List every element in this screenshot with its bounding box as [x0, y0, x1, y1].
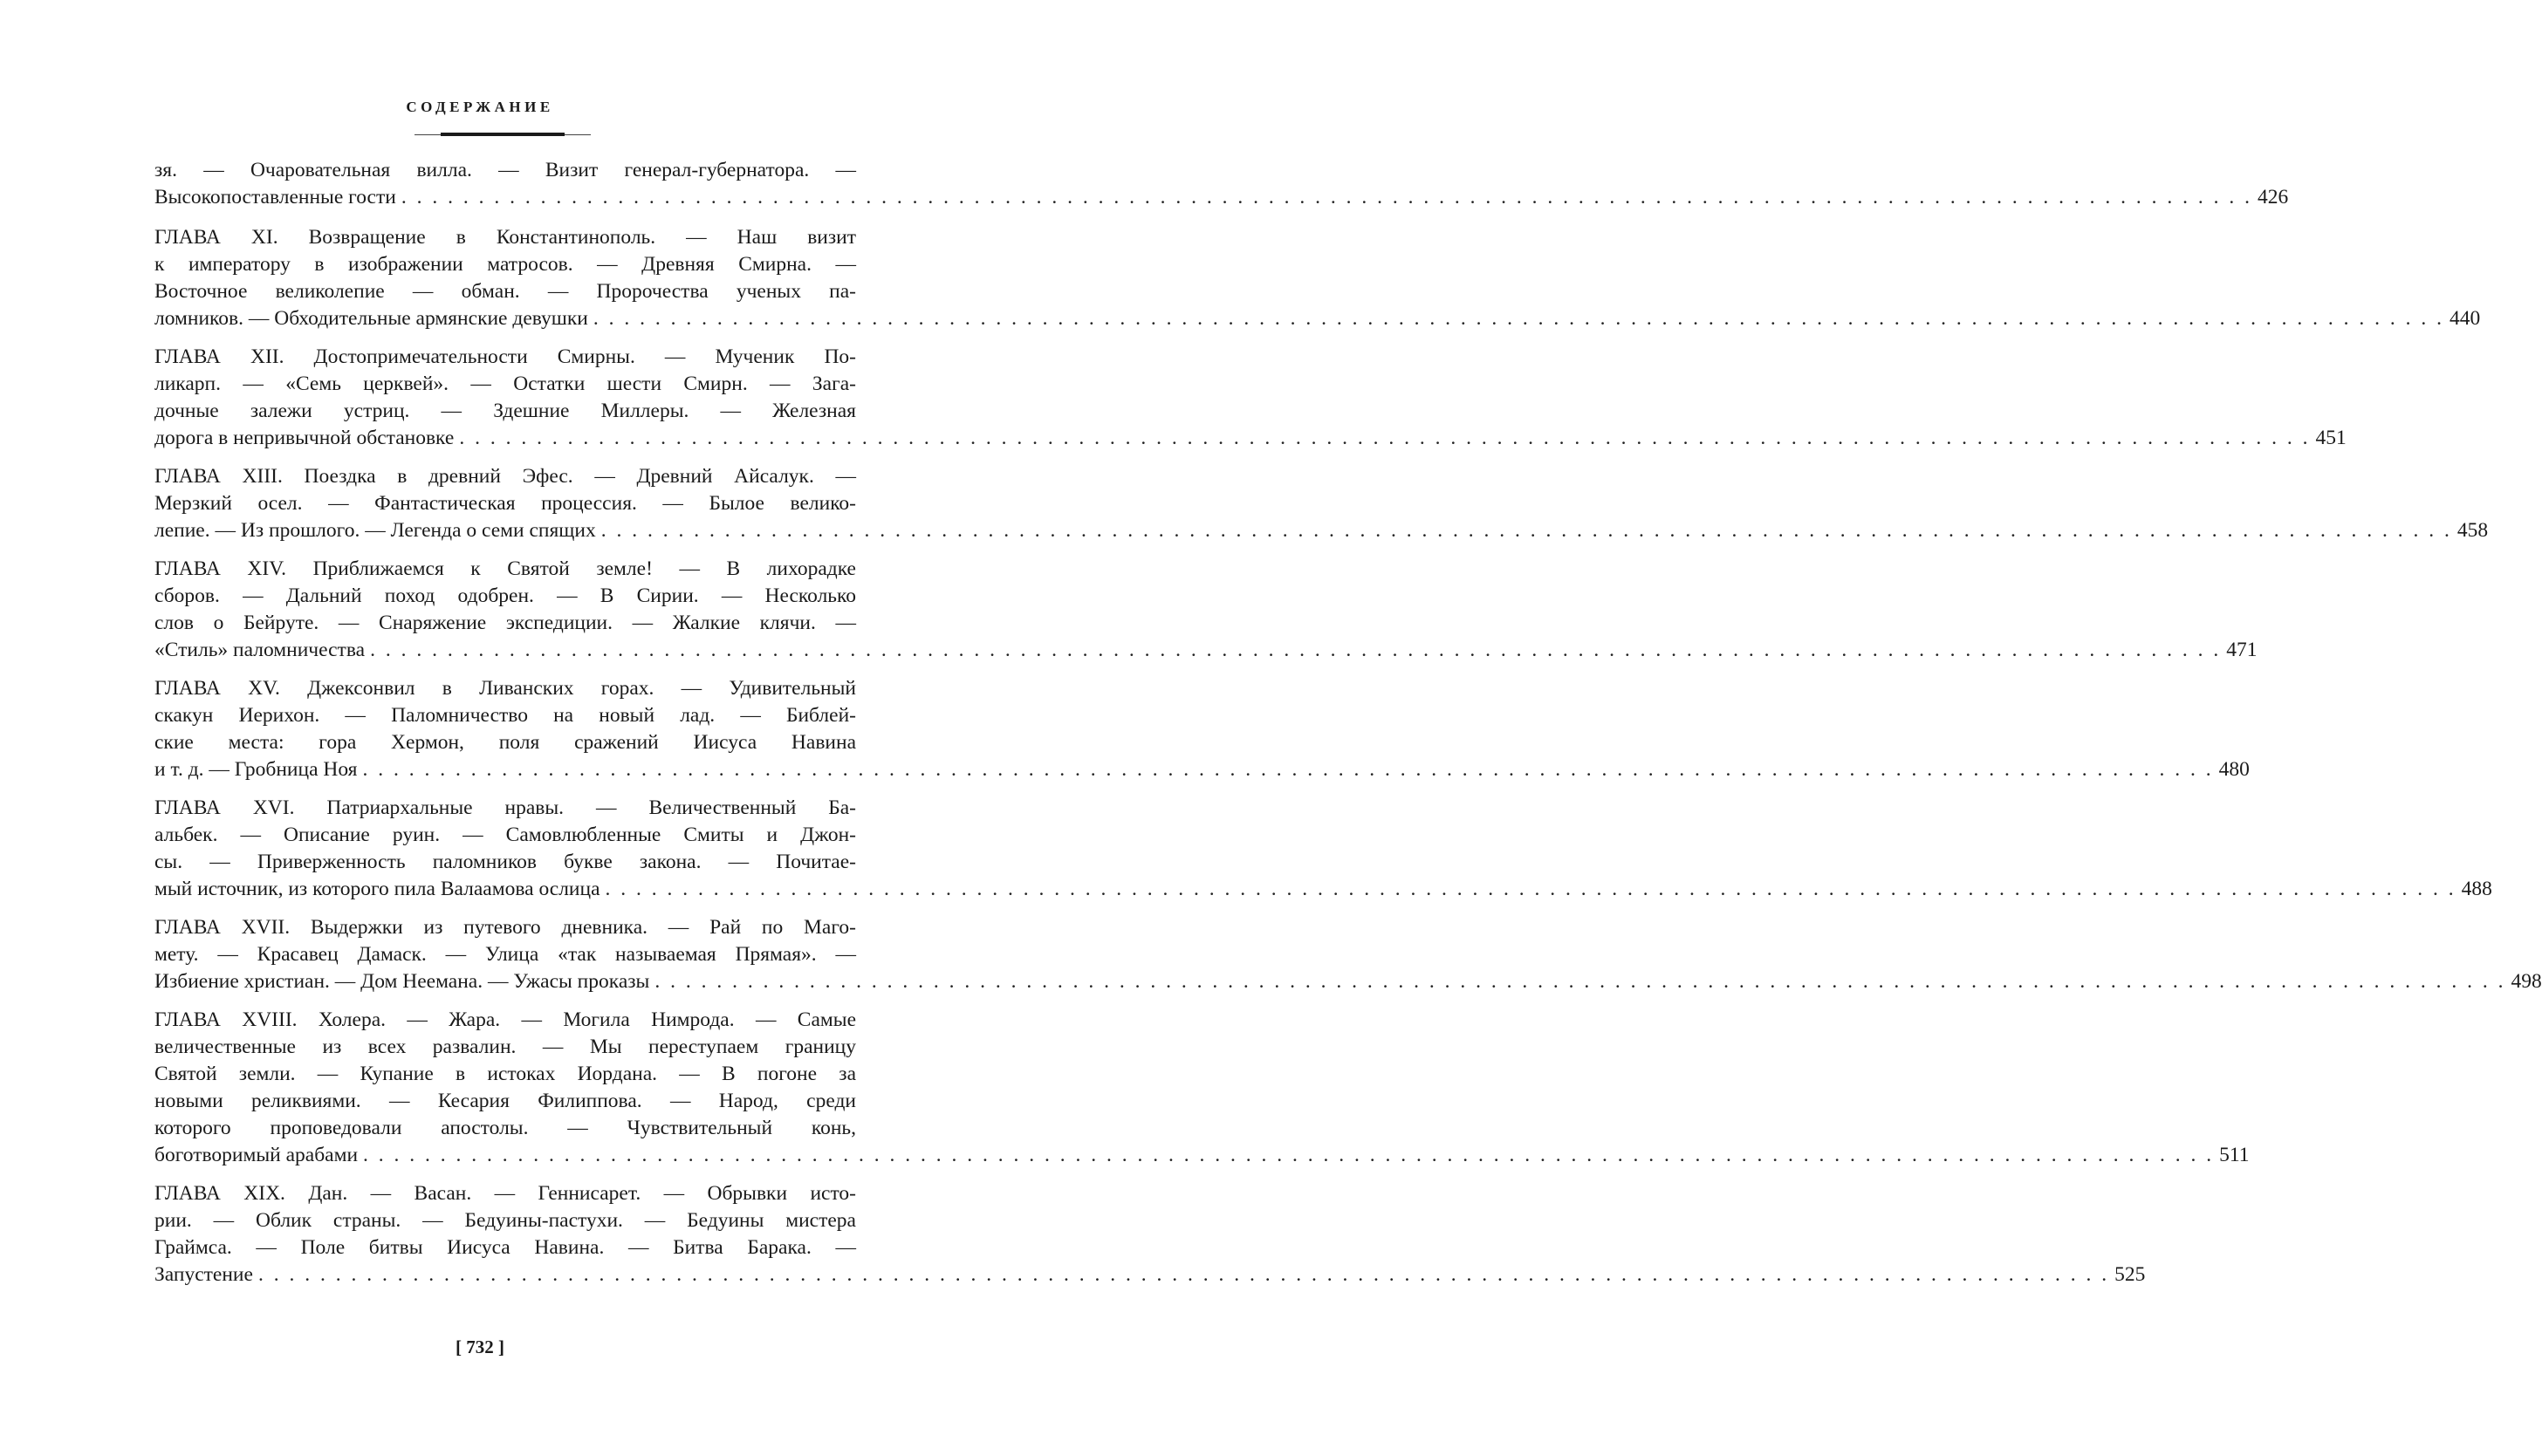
- toc-entry-line: величественные из всех развалин. — Мы переступаем границу: [154, 1036, 856, 1058]
- toc-entry-last-text: ломников. — Обходительные армянские девушки: [154, 307, 588, 330]
- toc-entry-line: Восточное великолепие — обман. — Пророчества ученых па-: [154, 280, 856, 303]
- toc-entry-last-line: [154, 305, 2481, 332]
- toc-page-number: 471: [2226, 639, 2258, 661]
- dot-leader: . . . . . . . . . . . . . . . . . . . . . . . . . . . . . . . . . . . . . . . . . . . . . . . . . . . . . . . . . . . . . . . . . . . . . . . . . . . . . . . . . . . . . . . . . . . . . . . . . . . . . . . . . . . . . . . . . . . . . . . .: [257, 1263, 2110, 1286]
- header-rule-bold: [441, 133, 565, 136]
- toc-entry-last-text: боготворимый арабами: [154, 1144, 359, 1166]
- page-number: [ 732 ]: [456, 1336, 504, 1357]
- toc-entry-line: ГЛАВА XVIII. Холера. — Жара. — Могила Нимрода. — Самые: [154, 1008, 856, 1031]
- toc-entry-line: ГЛАВА XI. Возвращение в Константинополь. — Наш визит: [154, 226, 856, 249]
- toc-entry: [154, 344, 2347, 452]
- toc-entry-line: Граймса. — Поле битвы Иисуса Навина. — Битва Барака. —: [154, 1236, 856, 1259]
- toc-entry-line: Мерзкий осел. — Фантастическая процессия. — Былое велико-: [154, 492, 856, 515]
- toc-entry-line: Святой земли. — Купание в истоках Иордана. — В погоне за: [154, 1063, 856, 1085]
- toc-entry-line: которого проповедовали апостолы. — Чувствительный конь,: [154, 1117, 856, 1139]
- toc-entry-last-line: [154, 1261, 2146, 1289]
- toc-page-number: 525: [2114, 1263, 2146, 1286]
- toc-entry-last-line: [154, 425, 2347, 452]
- toc-page-number: 451: [2315, 427, 2347, 449]
- table-of-contents: [154, 157, 2542, 1300]
- toc-entry-line: альбек. — Описание руин. — Самовлюбленные Смиты и Джон-: [154, 824, 856, 846]
- toc-page-number: 458: [2456, 519, 2489, 542]
- toc-page-number: 498: [2511, 970, 2542, 993]
- toc-entry-last-line: [154, 968, 2542, 995]
- dot-leader: . . . . . . . . . . . . . . . . . . . . . . . . . . . . . . . . . . . . . . . . . . . . . . . . . . . . . . . . . . . . . . . . . . . . . . . . . . . . . . . . . . . . . . . . . . . . . . . . . . . . . . . . . . . . . . . . . . . . . . . .: [605, 878, 2456, 900]
- toc-page-number: 440: [2450, 307, 2481, 330]
- toc-entry-last-text: «Стиль» паломничества: [154, 639, 366, 661]
- dot-leader: . . . . . . . . . . . . . . . . . . . . . . . . . . . . . . . . . . . . . . . . . . . . . . . . . . . . . . . . . . . . . . . . . . . . . . . . . . . . . . . . . . . . . . . . . . . . . . . . . . . . . . . . . . . . . . . . . . . . . . . .: [593, 307, 2445, 330]
- toc-entry-line: ГЛАВА XII. Достопримечательности Смирны. — Мученик По-: [154, 345, 856, 368]
- toc-entry-last-line: [154, 1142, 2250, 1169]
- toc-entry-line: ГЛАВА XVI. Патриархальные нравы. — Величественный Ба-: [154, 796, 856, 819]
- toc-page-number: 511: [2219, 1144, 2250, 1166]
- toc-entry: [154, 914, 2542, 995]
- toc-entry: [154, 157, 2289, 211]
- toc-entry-last-text: лепие. — Из прошлого. — Легенда о семи спящих: [154, 519, 596, 542]
- toc-entry-last-line: [154, 637, 2258, 664]
- dot-leader: . . . . . . . . . . . . . . . . . . . . . . . . . . . . . . . . . . . . . . . . . . . . . . . . . . . . . . . . . . . . . . . . . . . . . . . . . . . . . . . . . . . . . . . . . . . . . . . . . . . . . . . . . . . . . . . . . . . . . . . .: [363, 1144, 2215, 1166]
- toc-entry-line: ГЛАВА XV. Джексонвил в Ливанских горах. — Удивительный: [154, 677, 856, 700]
- toc-entry-line: дочные залежи устриц. — Здешние Миллеры. — Железная: [154, 400, 856, 422]
- dot-leader: . . . . . . . . . . . . . . . . . . . . . . . . . . . . . . . . . . . . . . . . . . . . . . . . . . . . . . . . . . . . . . . . . . . . . . . . . . . . . . . . . . . . . . . . . . . . . . . . . . . . . . . . . . . . . . . . . . . . . . . .: [459, 427, 2311, 449]
- toc-entry-line: рии. — Облик страны. — Бедуины-пастухи. — Бедуины мистера: [154, 1209, 856, 1232]
- toc-page-number: 480: [2218, 758, 2250, 781]
- toc-entry-line: мету. — Красавец Дамаск. — Улица «так называемая Прямая». —: [154, 943, 856, 966]
- toc-entry-last-text: Высокопоставленные гости: [154, 186, 396, 208]
- dot-leader: . . . . . . . . . . . . . . . . . . . . . . . . . . . . . . . . . . . . . . . . . . . . . . . . . . . . . . . . . . . . . . . . . . . . . . . . . . . . . . . . . . . . . . . . . . . . . . . . . . . . . . . . . . . . . . . . . . . . . . . .: [401, 186, 2252, 208]
- toc-entry: [154, 224, 2481, 332]
- toc-entry: [154, 675, 2250, 783]
- dot-leader: . . . . . . . . . . . . . . . . . . . . . . . . . . . . . . . . . . . . . . . . . . . . . . . . . . . . . . . . . . . . . . . . . . . . . . . . . . . . . . . . . . . . . . . . . . . . . . . . . . . . . . . . . . . . . . . . . . . . . . . .: [370, 639, 2222, 661]
- toc-page-number: 488: [2461, 878, 2492, 900]
- dot-leader: . . . . . . . . . . . . . . . . . . . . . . . . . . . . . . . . . . . . . . . . . . . . . . . . . . . . . . . . . . . . . . . . . . . . . . . . . . . . . . . . . . . . . . . . . . . . . . . . . . . . . . . . . . . . . . . . . . . . . . . .: [600, 519, 2452, 542]
- toc-entry-line: ГЛАВА XIX. Дан. — Васан. — Геннисарет. — Обрывки исто-: [154, 1182, 856, 1205]
- toc-entry-last-text: дорога в непривычной обстановке: [154, 427, 455, 449]
- toc-entry-line: зя. — Очаровательная вилла. — Визит генерал-губернатора. —: [154, 159, 856, 181]
- toc-entry-line: ликарп. — «Семь церквей». — Остатки шести Смирн. — Зага-: [154, 373, 856, 395]
- toc-entry-last-text: мый источник, из которого пила Валаамова ослица: [154, 878, 600, 900]
- toc-entry-line: ГЛАВА XVII. Выдержки из путевого дневника. — Рай по Маго-: [154, 916, 856, 939]
- dot-leader: . . . . . . . . . . . . . . . . . . . . . . . . . . . . . . . . . . . . . . . . . . . . . . . . . . . . . . . . . . . . . . . . . . . . . . . . . . . . . . . . . . . . . . . . . . . . . . . . . . . . . . . . . . . . . . . . . . . . . . . .: [654, 970, 2506, 993]
- toc-entry: [154, 556, 2258, 664]
- toc-entry-last-text: Запустение: [154, 1263, 253, 1286]
- toc-entry: [154, 795, 2492, 903]
- toc-entry-last-line: [154, 184, 2289, 211]
- toc-entry-line: слов о Бейруте. — Снаряжение экспедиции. — Жалкие клячи. —: [154, 612, 856, 634]
- toc-entry-last-text: и т. д. — Гробница Ноя: [154, 758, 358, 781]
- toc-entry-line: ГЛАВА XIII. Поездка в древний Эфес. — Древний Айсалук. —: [154, 465, 856, 488]
- toc-entry: [154, 1180, 2146, 1289]
- toc-page-number: 426: [2257, 186, 2289, 208]
- toc-entry-last-text: Избиение христиан. — Дом Неемана. — Ужасы проказы: [154, 970, 650, 993]
- running-head: СОДЕРЖАНИЕ: [406, 99, 554, 115]
- toc-entry-line: ГЛАВА XIV. Приближаемся к Святой земле! — В лихорадке: [154, 557, 856, 580]
- toc-entry: [154, 1007, 2250, 1169]
- toc-entry-line: сборов. — Дальний поход одобрен. — В Сирии. — Несколько: [154, 584, 856, 607]
- toc-entry-last-line: [154, 517, 2489, 544]
- toc-entry-line: ские места: гора Хермон, поля сражений Иисуса Навина: [154, 731, 856, 754]
- toc-entry: [154, 463, 2489, 544]
- toc-entry-line: скакун Иерихон. — Паломничество на новый лад. — Библей-: [154, 704, 856, 727]
- toc-entry-last-line: [154, 876, 2492, 903]
- toc-entry-line: к императору в изображении матросов. — Древняя Смирна. —: [154, 253, 856, 276]
- toc-entry-line: сы. — Приверженность паломников букве закона. — Почитае-: [154, 851, 856, 873]
- toc-entry-line: новыми реликвиями. — Кесария Филиппова. — Народ, среди: [154, 1090, 856, 1112]
- dot-leader: . . . . . . . . . . . . . . . . . . . . . . . . . . . . . . . . . . . . . . . . . . . . . . . . . . . . . . . . . . . . . . . . . . . . . . . . . . . . . . . . . . . . . . . . . . . . . . . . . . . . . . . . . . . . . . . . . . . . . . . .: [362, 758, 2214, 781]
- toc-entry-last-line: [154, 756, 2250, 783]
